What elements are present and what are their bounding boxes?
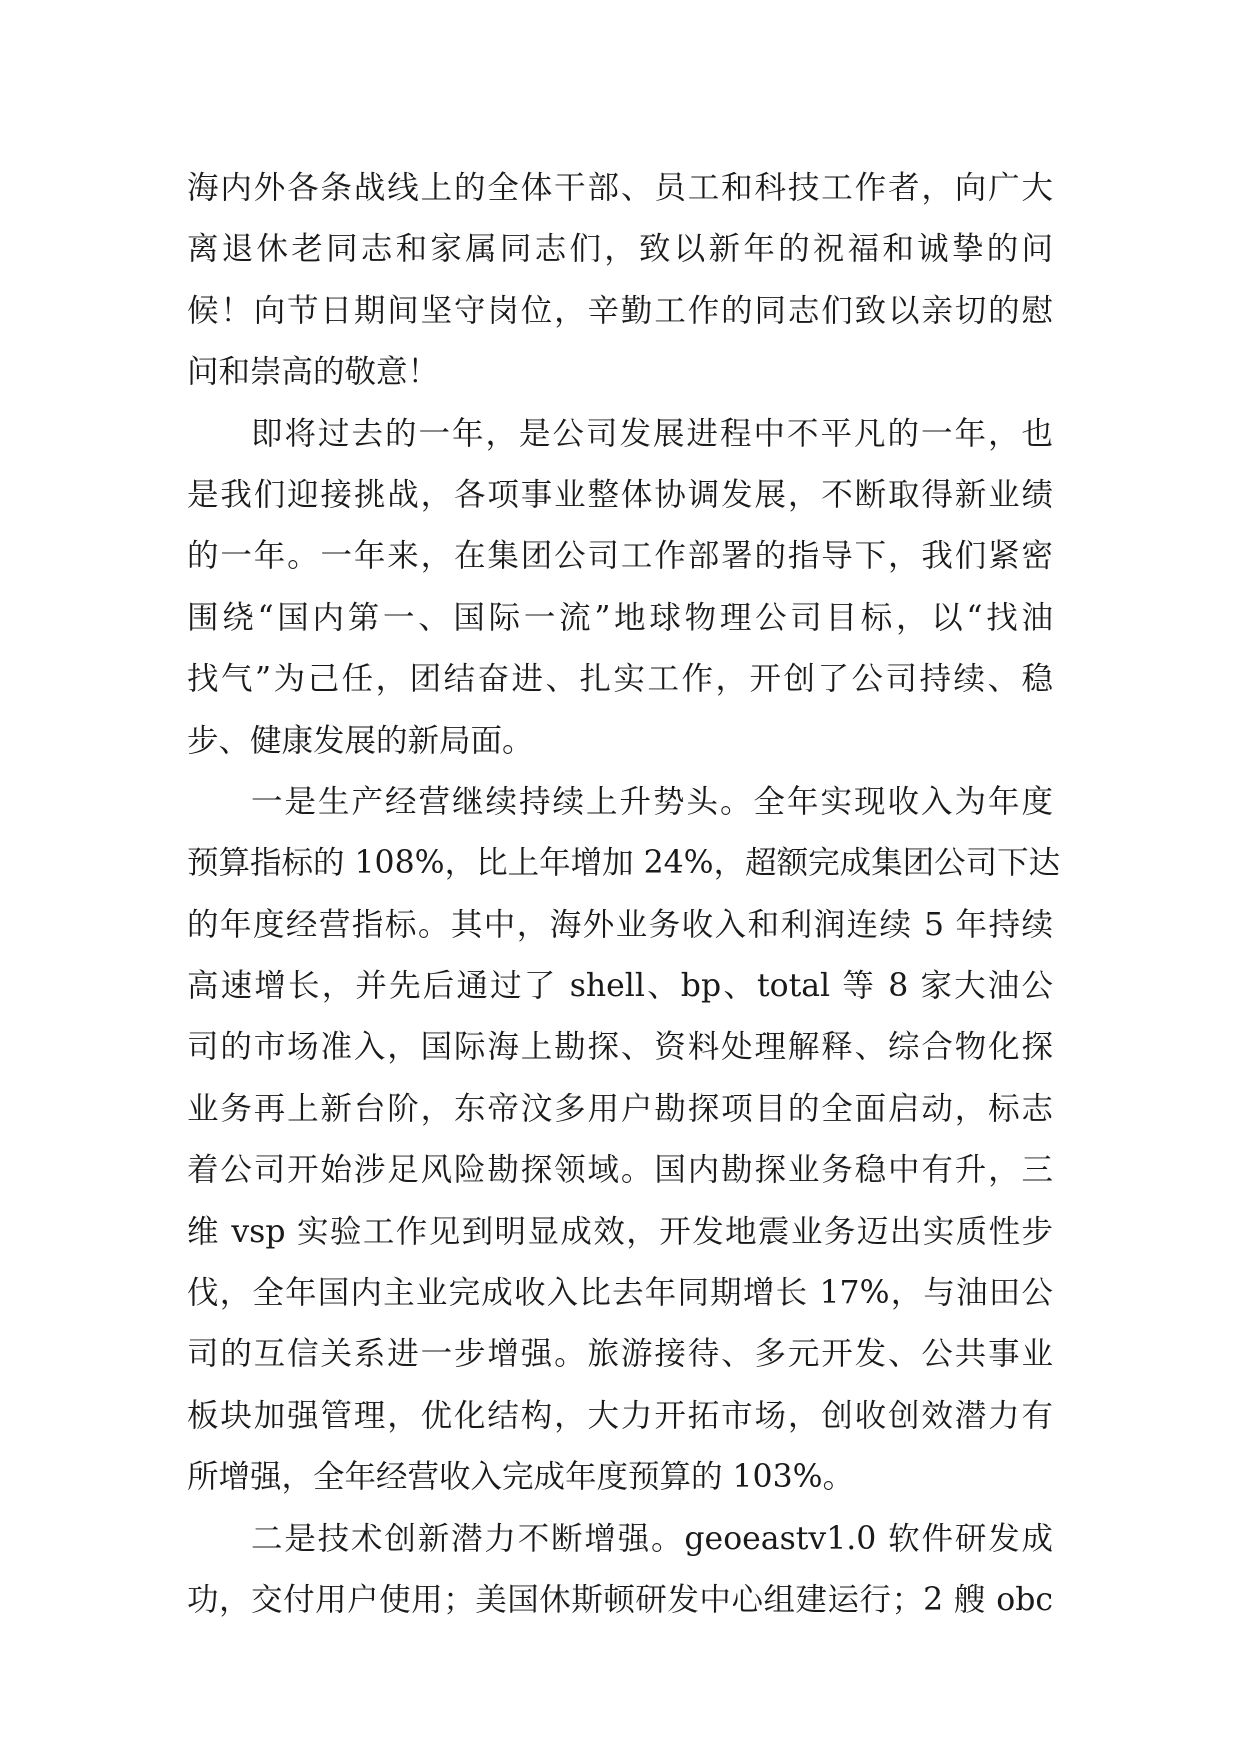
text-line: 问和崇高的敬意！ xyxy=(187,354,440,391)
document-body xyxy=(187,158,1061,1631)
text-line: 板块加强管理，优化结构，大力开拓市场，创收创效潜力有 xyxy=(187,1397,1053,1434)
text-line: 所增强，全年经营收入完成年度预算的 103%。 xyxy=(187,1459,855,1496)
text-line: 的年度经营指标。其中，海外业务收入和利润连续 5 年持续 xyxy=(187,906,1053,943)
text-line: 伐，全年国内主业完成收入比去年同期增长 17%，与油田公 xyxy=(187,1275,1053,1312)
text-line: 的一年。一年来，在集团公司工作部署的指导下，我们紧密 xyxy=(187,538,1053,575)
paragraph-p1 xyxy=(187,158,1053,404)
paragraph-p3 xyxy=(187,772,1061,1509)
text-line: 司的互信关系进一步增强。旅游接待、多元开发、公共事业 xyxy=(187,1336,1053,1373)
text-line: 着公司开始涉足风险勘探领域。国内勘探业务稳中有升，三 xyxy=(187,1152,1053,1189)
paragraph-p2 xyxy=(187,404,1053,772)
text-line: 是我们迎接挑战，各项事业整体协调发展，不断取得新业绩 xyxy=(187,476,1053,513)
text-line: 维 vsp 实验工作见到明显成效，开发地震业务迈出实质性步 xyxy=(187,1213,1053,1250)
text-line: 功，交付用户使用；美国休斯顿研发中心组建运行；2 艘 obc xyxy=(187,1581,1053,1618)
text-line: 预算指标的 108%，比上年增加 24%，超额完成集团公司下达 xyxy=(187,845,1061,882)
text-line: 围绕“国内第一、国际一流”地球物理公司目标，以“找油 xyxy=(187,599,1053,636)
text-line: 候！向节日期间坚守岗位，辛勤工作的同志们致以亲切的慰 xyxy=(187,292,1053,329)
text-line: 找气”为己任，团结奋进、扎实工作，开创了公司持续、稳 xyxy=(187,661,1053,698)
text-line: 业务再上新台阶，东帝汶多用户勘探项目的全面启动，标志 xyxy=(187,1090,1053,1127)
paragraph-p4 xyxy=(187,1509,1053,1632)
text-line: 离退休老同志和家属同志们，致以新年的祝福和诚挚的问 xyxy=(187,231,1053,268)
text-line: 高速增长，并先后通过了 shell、bp、total 等 8 家大油公 xyxy=(187,968,1053,1005)
text-line: 司的市场准入，国际海上勘探、资料处理解释、综合物化探 xyxy=(187,1029,1053,1066)
text-line: 海内外各条战线上的全体干部、员工和科技工作者，向广大 xyxy=(187,170,1053,206)
text-line: 即将过去的一年，是公司发展进程中不平凡的一年，也 xyxy=(251,415,1053,452)
text-line: 步、健康发展的新局面。 xyxy=(187,722,534,759)
text-line: 一是生产经营继续持续上升势头。全年实现收入为年度 xyxy=(251,783,1053,820)
text-line: 二是技术创新潜力不断增强。geoeastv1.0 软件研发成 xyxy=(251,1520,1053,1557)
